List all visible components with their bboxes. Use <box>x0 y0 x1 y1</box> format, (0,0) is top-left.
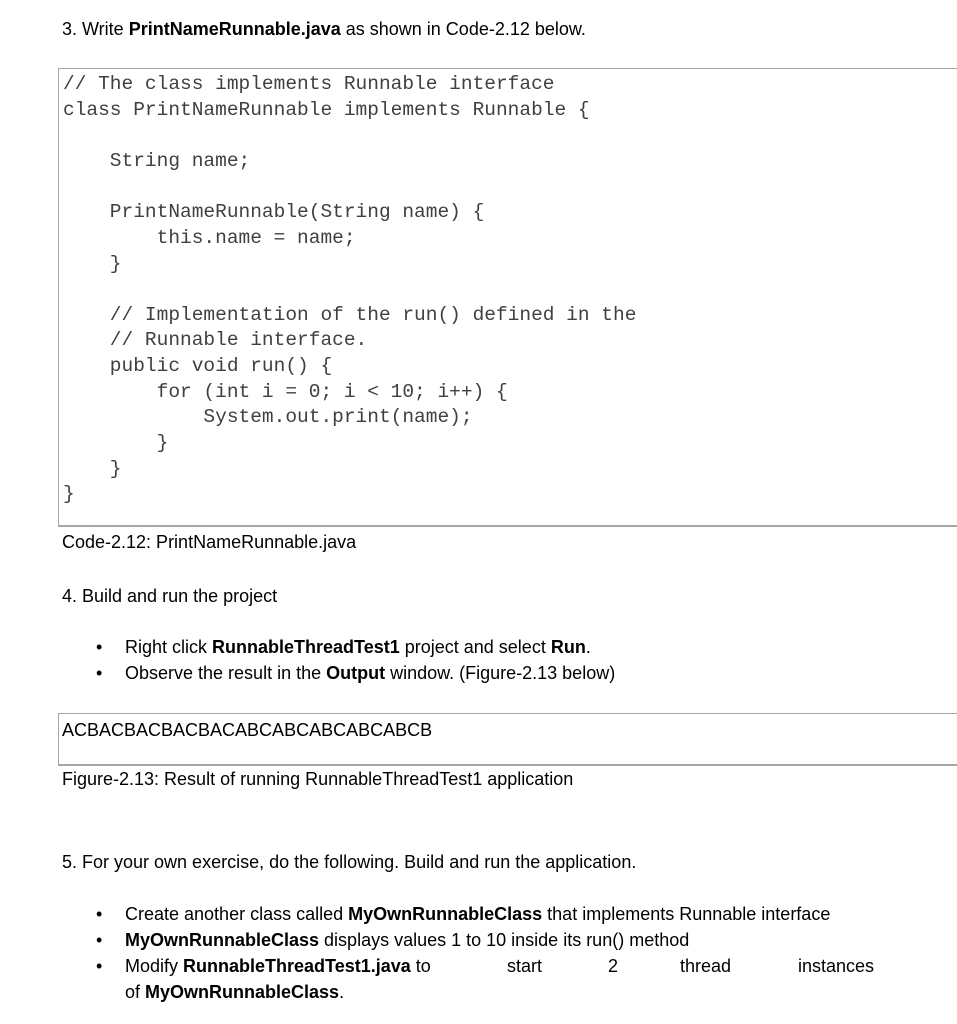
code-line: System.out.print(name); <box>63 406 473 428</box>
code-line: } <box>63 458 122 480</box>
step-3-heading: 3. Write PrintNameRunnable.java as shown in Code-2.12 below. <box>62 19 586 39</box>
code-caption: Code-2.12: PrintNameRunnable.java <box>62 532 357 552</box>
code-line: PrintNameRunnable(String name) { <box>63 201 485 223</box>
code-line: // Runnable interface. <box>63 329 368 351</box>
step-3-filename: PrintNameRunnable.java <box>128 19 341 39</box>
bullet-marker: • <box>96 637 103 657</box>
bullet-marker: • <box>96 663 103 683</box>
code-line: class PrintNameRunnable implements Runnable { <box>63 99 590 121</box>
code-line: for (int i = 0; i < 10; i++) { <box>63 381 508 403</box>
step-4-heading: 4. Build and run the project <box>62 586 278 606</box>
bullet-marker: • <box>96 930 103 950</box>
code-line: // Implementation of the run() defined in the <box>63 304 637 326</box>
code-box <box>58 68 957 527</box>
list-item-continuation: of MyOwnRunnableClass. <box>125 982 345 1002</box>
code-line: public void run() { <box>63 355 333 377</box>
list-item: MyOwnRunnableClass displays values 1 to 10 inside its run() method <box>125 930 690 950</box>
justified-word: start <box>507 956 543 976</box>
justified-word: instances <box>798 956 875 976</box>
code-line: this.name = name; <box>63 227 356 249</box>
list-item: Right click RunnableThreadTest1 project and select Run. <box>125 637 591 657</box>
figure-caption: Figure-2.13: Result of running RunnableThreadTest1 application <box>62 769 574 789</box>
bullet-marker: • <box>96 956 103 976</box>
code-line: } <box>63 432 169 454</box>
justified-word: 2 <box>608 956 619 976</box>
output-text: ACBACBACBACBACABCABCABCABCABCB <box>62 720 433 740</box>
bullet-marker: • <box>96 904 103 924</box>
code-line: } <box>63 253 122 275</box>
list-item: Observe the result in the Output window. (Figure-2.13 below) <box>125 663 616 683</box>
list-item: Modify RunnableThreadTest1.java to <box>125 956 431 976</box>
code-line: // The class implements Runnable interface <box>63 73 555 95</box>
list-item: Create another class called MyOwnRunnableClass that implements Runnable interface <box>125 904 831 924</box>
code-line: } <box>63 483 75 505</box>
step-5-heading: 5. For your own exercise, do the following. Build and run the application. <box>62 852 637 872</box>
justified-word: thread <box>680 956 732 976</box>
code-line: String name; <box>63 150 251 172</box>
